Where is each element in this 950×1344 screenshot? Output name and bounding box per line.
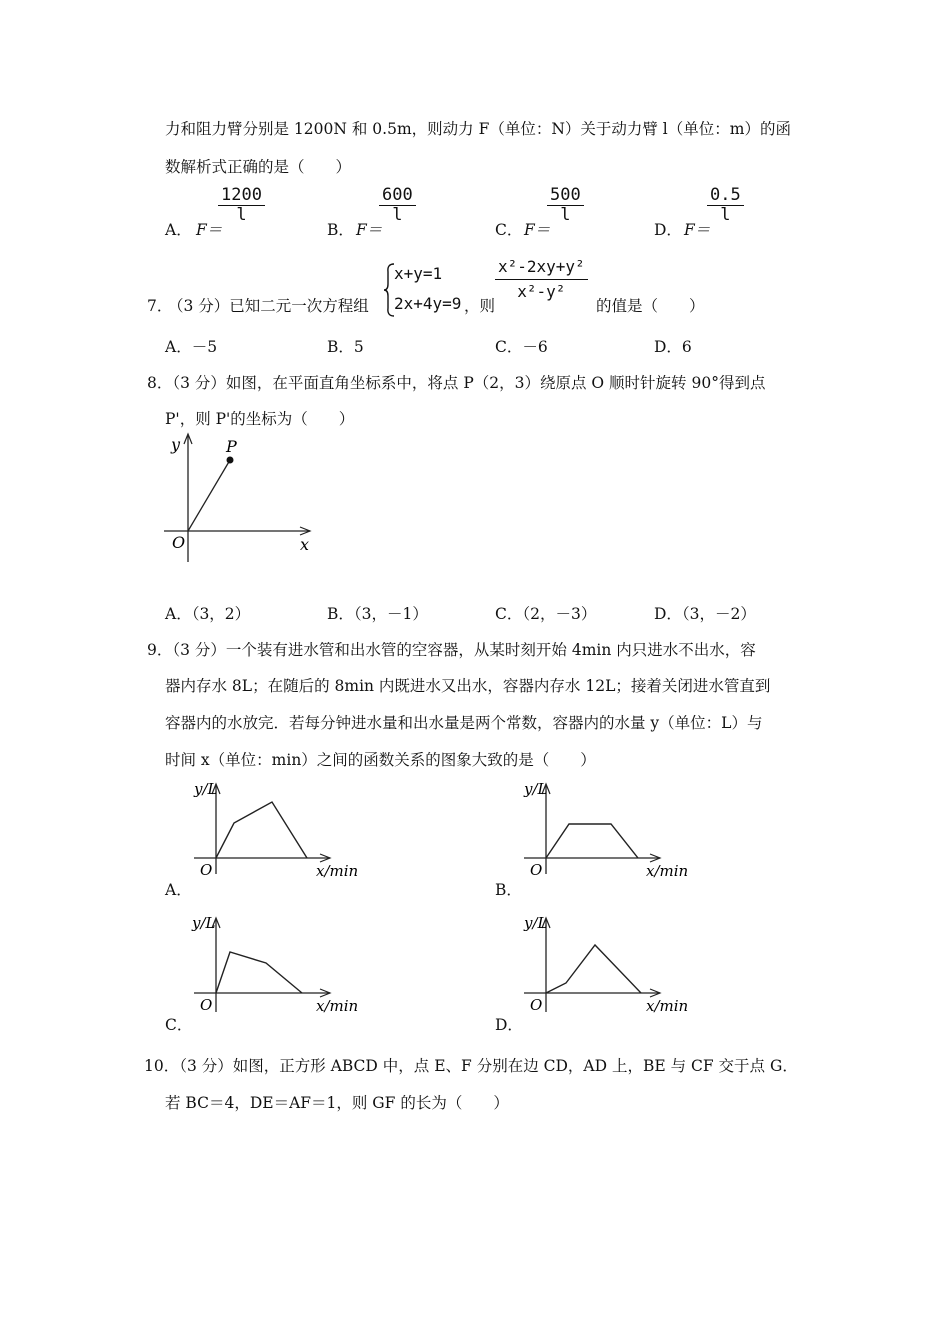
q9-option-a[interactable]: A． bbox=[165, 881, 192, 899]
graph-line bbox=[546, 824, 638, 858]
q9-graph-d[interactable] bbox=[520, 912, 700, 1016]
q8-option-d[interactable]: D．（3，－2） bbox=[654, 605, 756, 623]
q6-line2: 数解析式正确的是（ ） bbox=[165, 158, 352, 176]
fraction-denominator: l bbox=[392, 205, 403, 225]
fraction-numerator: 600 bbox=[379, 186, 416, 206]
q8-coordinate-figure bbox=[160, 430, 330, 570]
q9-graph-a[interactable] bbox=[190, 778, 370, 882]
point-p bbox=[227, 457, 234, 464]
x-label: x bbox=[300, 535, 310, 554]
fraction-denominator: x²-y² bbox=[517, 282, 566, 301]
q7-fraction bbox=[495, 258, 588, 301]
q6-a-fraction bbox=[218, 186, 265, 224]
q6-b-fraction bbox=[379, 186, 416, 224]
q8-option-b[interactable]: B．（3，－1） bbox=[327, 605, 428, 623]
y-label: y/L bbox=[194, 780, 218, 798]
origin-label: O bbox=[200, 996, 213, 1014]
q9-line4: 时间 x（单位：min）之间的函数关系的图象大致的是（ ） bbox=[165, 751, 596, 769]
q9-option-b[interactable]: B． bbox=[495, 881, 522, 899]
q7-text-after: 的值是（ ） bbox=[596, 297, 705, 315]
q9-option-d[interactable]: D． bbox=[495, 1016, 523, 1034]
fraction-numerator: 0.5 bbox=[707, 186, 744, 206]
q7-number: 7． bbox=[147, 297, 173, 315]
y-label: y bbox=[171, 435, 181, 454]
option-prefix: F＝ bbox=[356, 221, 383, 239]
y-label: y/L bbox=[524, 914, 548, 932]
q9-line1: 9．（3 分）一个装有进水管和出水管的空容器，从某时刻开始 4min 内只进水不出水，容 bbox=[147, 641, 756, 659]
option-label: A． bbox=[165, 221, 192, 239]
q8-option-a[interactable]: A．（3，2） bbox=[165, 605, 251, 623]
y-label: y/L bbox=[524, 780, 548, 798]
fraction-numerator: 1200 bbox=[218, 186, 265, 206]
q8-line2: P'，则 P'的坐标为（ ） bbox=[165, 410, 355, 428]
q7-option-d[interactable]: D．6 bbox=[654, 338, 692, 356]
p-label: P bbox=[226, 437, 237, 456]
q8-line1: 8．（3 分）如图，在平面直角坐标系中，将点 P（2，3）绕原点 O 顺时针旋转 90°得到点 bbox=[147, 374, 766, 392]
q7-equation-1: x+y=1 bbox=[394, 264, 443, 283]
q9-graph-c[interactable] bbox=[190, 912, 370, 1016]
q6-line1: 力和阻力臂分别是 1200N 和 0.5m，则动力 F（单位：N）关于动力臂 l（单位：m）的函 bbox=[165, 120, 791, 138]
option-prefix: F＝ bbox=[524, 221, 551, 239]
q9-option-c[interactable]: C． bbox=[165, 1016, 193, 1034]
graph-line bbox=[546, 945, 641, 993]
q9-line2: 器内存水 8L；在随后的 8min 内既进水又出水，容器内存水 12L；接着关闭进水管直到 bbox=[165, 677, 771, 695]
option-label: D． bbox=[654, 221, 682, 239]
q10-line1: 10．（3 分）如图，正方形 ABCD 中，点 E、F 分别在边 CD，AD 上，BE 与 CF 交于点 G． bbox=[144, 1057, 798, 1075]
fraction-numerator: 500 bbox=[547, 186, 584, 206]
q7-option-a[interactable]: A．－5 bbox=[165, 338, 218, 356]
origin-label: O bbox=[200, 861, 213, 879]
origin-label: O bbox=[530, 861, 543, 879]
fraction-denominator: l bbox=[560, 205, 571, 225]
q6-d-fraction bbox=[707, 186, 744, 224]
q6-c-fraction bbox=[547, 186, 584, 224]
origin-label: O bbox=[172, 533, 186, 552]
graph-line bbox=[216, 952, 302, 993]
x-label: x/min bbox=[316, 997, 359, 1015]
option-prefix: F＝ bbox=[684, 221, 711, 239]
fraction-denominator: l bbox=[236, 205, 247, 225]
q9-line3: 容器内的水放完．若每分钟进水量和出水量是两个常数，容器内的水量 y（单位：L）与 bbox=[165, 714, 763, 732]
graph-line bbox=[216, 802, 307, 858]
q7-equation-2: 2x+4y=9 bbox=[394, 294, 462, 313]
q10-line2: 若 BC＝4，DE＝AF＝1，则 GF 的长为（ ） bbox=[165, 1094, 509, 1112]
fraction-denominator: l bbox=[720, 205, 731, 225]
segment-op bbox=[188, 460, 230, 531]
y-label: y/L bbox=[192, 914, 216, 932]
q7-option-c[interactable]: C．－6 bbox=[495, 338, 548, 356]
x-label: x/min bbox=[646, 997, 689, 1015]
q7-text-mid: ，则 bbox=[464, 297, 496, 315]
option-prefix: F＝ bbox=[196, 221, 223, 239]
q8-option-c[interactable]: C．（2，－3） bbox=[495, 605, 597, 623]
fraction-numerator: x²-2xy+y² bbox=[495, 258, 588, 280]
option-label: C． bbox=[495, 221, 523, 239]
q7-text-before: （3 分）已知二元一次方程组 bbox=[168, 297, 369, 315]
origin-label: O bbox=[530, 996, 543, 1014]
q7-option-b[interactable]: B．5 bbox=[327, 338, 364, 356]
option-label: B． bbox=[327, 221, 354, 239]
x-label: x/min bbox=[646, 862, 689, 880]
q9-graph-b[interactable] bbox=[520, 778, 700, 882]
x-label: x/min bbox=[316, 862, 359, 880]
